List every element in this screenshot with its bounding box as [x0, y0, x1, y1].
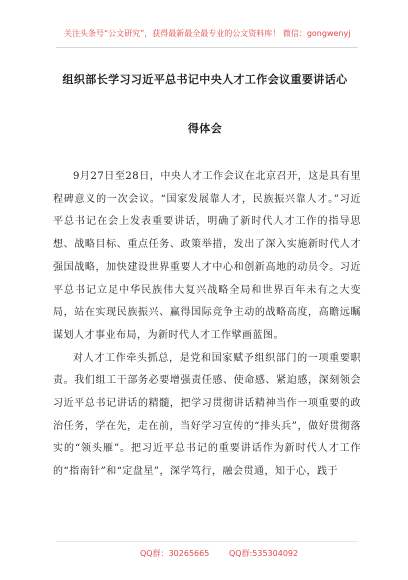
- footer-divider: [56, 541, 358, 542]
- header-divider: [56, 47, 358, 48]
- document-title-line-2: 得体会: [187, 122, 223, 135]
- footer-qq-group-2: QQ群:535304092: [229, 549, 299, 558]
- document-title-line-1: 组织部长学习习近平总书记中央人才工作会议重要讲话心: [62, 73, 348, 86]
- header-banner: 关注头条号“公文研究”，获得最新最全最专业的公文资料库！ 微信：gongwenyj: [64, 29, 351, 38]
- document-body: [53, 166, 361, 484]
- paragraph-2: 对人才工作牵头抓总，是党和国家赋予组织部门的一项重要职责。我们组工干部务必要增强责任感、使命感、紧迫感，深刻领会习近平总书记讲话的精髓，把学习贯彻讲话精神当作一项重要的政治任务，学在先，走在前，当好学习宣传的“排头兵”，做好贯彻落实的“领头雁”。把习近平总书记的重要讲话作为新时代人才工作的“指南针”和“定盘星”，深学笃行，融会贯通，知于心，践于: [53, 352, 361, 478]
- footer-qq-group-1: QQ群：30265665: [140, 549, 210, 558]
- paragraph-1: 9月27日至28日，中央人才工作会议在北京召开，这是具有里程碑意义的一次会议。“国家发展靠人才，民族振兴靠人才。”习近平总书记在会上发表重要讲话，明确了新时代人才工作的指导思想、战略目标、重点任务、政策举措，发出了深入实施新时代人才强国战略，加快建设世界重要人才中心和创新高地的动员令。习近平总书记立足中华民族伟大复兴战略全局和世界百年未有之大变局，站在实现民族振兴、赢得国际竞争主动的战略高度，高瞻远瞩谋划人才事业布局，为新时代人才工作擘画蓝图。: [53, 171, 361, 341]
